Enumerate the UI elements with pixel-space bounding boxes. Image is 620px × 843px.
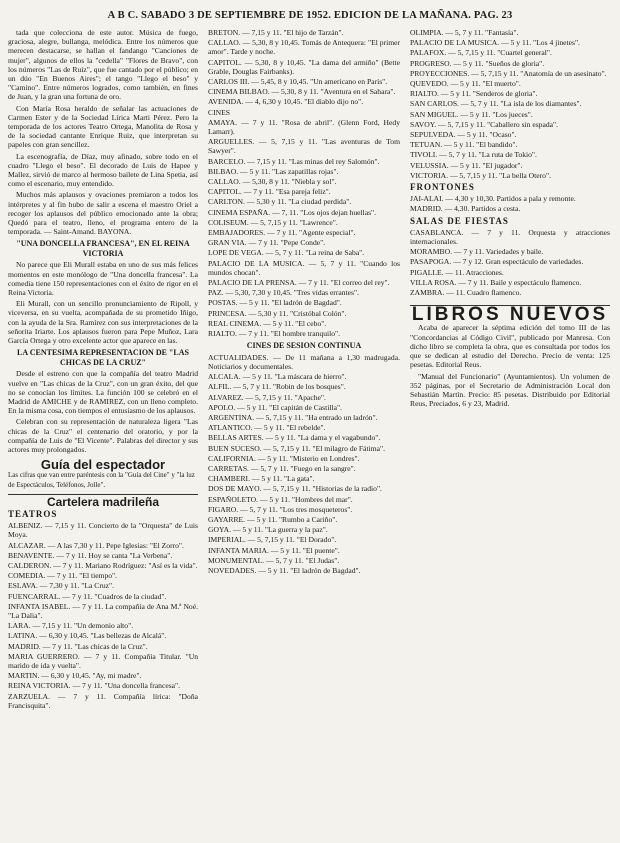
listing-entry: QUEVEDO. — 5 y 11. "El muerto".	[410, 79, 521, 89]
listing-entry: BRETON. — 7,15 y 11. "El hijo de Tarzán".	[208, 28, 344, 37]
listing-entry: BILBAO. — 5 y 11. "Las zapatillas rojas".	[208, 166, 339, 176]
listing-entry: ZARZUELA. — 7 y 11. Compañía lírica: "Doña Francisquita".	[8, 691, 198, 710]
article-heading: "UNA DONCELLA FRANCESA", EN EL REINA VICTORIA	[16, 239, 190, 258]
listing-entry: TETUAN. — 5 y 11. "El bandido".	[410, 140, 518, 150]
paragraph: Acaba de aparecer la séptima edición del tomo III de las "Concordancias al Código Civil", publicado por Manresa. Con dicho libro se completa la obra, que es consultada por todos los que se dedican al estudio del Derecho. Precio de venta: 125 pesetas. Editorial Reus.	[410, 323, 610, 370]
listing-entry: ALCALA. — 5 y 11. "La máscara de hierro".	[208, 372, 347, 382]
listing-sesion-continua	[208, 353, 400, 575]
paragraph: Con María Rosa heraldo de señalar las actuaciones de Carmen Ester y de la Sociedad Lírica Marti Pérez. Pero la temporada de los actores Teatro Ortega, Manolita de Rosa y de la sociedad cantante Enrique Ruiz, que interpretan su papeles con gran sencillez.	[8, 103, 198, 150]
listing-entry: MARTIN. — 6,30 y 10,45. "Ay, mi madre".	[8, 671, 142, 681]
listing-entry: POSTAS. — 5 y 11. "El ladrón de Bagdad".	[208, 298, 342, 308]
listing-entry: REINA VICTORIA. — 7 y 11. "Una doncella francesa".	[8, 681, 181, 691]
paragraph: "Manual del Funcionario" (Ayuntamientos). Un volumen de 352 páginas, por el Secretario de Administración Local don Sebastián Martín. Precio: 85 pesetas. Distribuido por Editorial Reus, Preciados, 6 y 23, Madrid.	[410, 371, 610, 409]
listing-entry: LARA. — 7,15 y 11. "Un demonio alto".	[8, 621, 134, 631]
listing-entry: APOLO. — 5 y 11. "El capitán de Castilla".	[208, 402, 342, 412]
listing-entry: CINES	[208, 107, 230, 117]
listing-entry: CAPITOL. — 5,30, 8 y 10,45. "La dama del armiño" (Bette Grable, Douglas Fairbanks).	[208, 57, 400, 76]
listing-entry: INFANTA ISABEL. — 7 y 11. La compañía de Ana M.ª Noé. "La Dalia".	[8, 601, 198, 620]
paragraph: Muchos más aplausos y ovaciones premiaron a todos los intérpretes y al fin hubo de salir a escena el maestro Oriel a recoger los aplausos del público emocionado ante la obra; Quedó para el teatro, lleno, el programa entero de la temporada. — Saint-Amand. BAYONA.	[8, 190, 198, 237]
listing-entry: REAL CINEMA. — 5 y 11. "El cebo".	[208, 318, 327, 328]
listing-teatros	[8, 521, 198, 710]
listing-frontones	[410, 194, 610, 213]
listing-entry: FUENCARRAL. — 7 y 11. "Cuadros de la ciudad".	[8, 591, 167, 601]
listing-entry: PRINCESA. — 5,30 y 11. "Cristóbal Colón".	[208, 308, 347, 318]
listing-entry: CALLAO. — 5,30, 8 y 11. "Niebla y sol".	[208, 177, 337, 187]
listing-entry: LOPE DE VEGA. — 5, 7 y 11. "La reina de Saba".	[208, 248, 365, 258]
listing-entry: COMEDIA. — 7 y 11. "El tiempo".	[8, 571, 118, 581]
listing-entry: MARIA GUERRERO. — 7 y 11. Compañía Titular. "Un marido de ida y vuelta".	[8, 651, 198, 670]
listing-entry: BENAVENTE. — 7 y 11. Hoy se canta "La Verbena".	[8, 550, 173, 560]
listing-entry: BARCELO. — 7,15 y 11. "Las minas del rey Salomón".	[208, 156, 380, 166]
listing-entry: ESPAÑOLETO. — 5 y 11. "Hombres del mar".	[208, 494, 353, 504]
listing-entry: BUEN SUCESO. — 5, 7,15 y 11. "El milagro de Fátima".	[208, 443, 385, 453]
listing-entry: NOVEDADES. — 5 y 11. "El ladrón de Bagdad".	[208, 566, 361, 576]
listing-entry: MADRID. — 7 y 11. "Las chicas de la Cruz".	[8, 641, 148, 651]
listing-entry: PALACIO DE LA PRENSA. — 7 y 11. "El correo del rey".	[208, 278, 390, 288]
listing-entry: ALVAREZ. — 5, 7,15 y 11. "Apache".	[208, 392, 326, 402]
listing-entry: CASABLANCA. — 7 y 11. Orquesta y atracciones internacionales.	[410, 227, 610, 247]
listing-entry: GRAN VIA. — 7 y 11. "Pepe Conde".	[208, 238, 326, 248]
listing-entry: PIGALLE. — 11. Atracciones.	[410, 267, 504, 277]
listing-entry: RIALTO. — 7 y 11. "El hombre tranquilo".	[208, 329, 341, 339]
listing-entry: MORAMBO. — 7 y 11. Variedades y baile.	[410, 247, 544, 257]
listing-entry: RIALTO. — 5 y 11. "Senderos de gloria".	[410, 89, 538, 99]
listing-entry: COLISEUM. — 5, 7,15 y 11. "Lawrence".	[208, 217, 338, 227]
listing-entry: VILLA ROSA. — 7 y 11. Baile y espectáculo flamenco.	[410, 277, 582, 287]
listing-entry: ESLAVA. — 7,30 y 11. "La Cruz".	[8, 581, 115, 591]
listing-entry: MADRID. — 4,30. Partidos a cesta.	[410, 204, 521, 214]
listing-entry: FIGARO. — 5, 7 y 11. "Los tres mosqueteros".	[208, 504, 353, 514]
listing-entry: PALACIO DE LA MUSICA. — 5 y 11. "Los 4 jinetes".	[410, 38, 580, 48]
listing-cines-continuation	[410, 28, 610, 180]
listing-entry: AMAYA. — 7 y 11. "Rosa de abril". (Glenn Ford, Hedy Lamarr).	[208, 117, 400, 137]
libros-nuevos-title: LIBROS NUEVOS	[411, 304, 609, 326]
listing-entry: INFANTA MARIA. — 5 y 11. "El puente".	[208, 545, 340, 555]
listing-entry: CINEMA BILBAO. — 5,30, 8 y 11. "Aventura en el Sahara".	[208, 87, 396, 97]
guide-title: Guía del espectador	[40, 457, 166, 473]
listing-entry: OLIMPIA. — 5, 7 y 11. "Fantasía".	[410, 28, 519, 37]
listing-entry: EMBAJADORES. — 7 y 11. "Agente especial".	[208, 228, 356, 238]
listing-entry: SAVOY. — 5, 7,15 y 11. "Caballero sin espada".	[410, 119, 559, 129]
listing-entry: ATLANTICO. — 5 y 11. "El rebelde".	[208, 423, 326, 433]
page-header: A B C. SABADO 3 DE SEPTIEMBRE DE 1952. EDICION DE LA MAÑANA. PAG. 23	[107, 10, 513, 21]
cartelera-title: Cartelera madrileña	[8, 494, 198, 507]
listing-entry: PROYECCIONES. — 5, 7,15 y 11. "Anatomía de un asesinato".	[410, 68, 607, 78]
listing-entry: ARGENTINA. — 5, 7,15 y 11. "Ha entrado un ladrón".	[208, 413, 378, 423]
listing-entry: DOS DE MAYO. — 5, 7,15 y 11. "Historias de la radio".	[208, 484, 382, 494]
listing-entry: CALLAO. — 5,30, 8 y 10,45. Tomás de Antequera: "El primer amor". Tarde y noche.	[208, 38, 400, 57]
listing-entry: SAN MIGUEL. — 5 y 11. "Los jueces".	[410, 109, 533, 119]
listing-entry: PASAPOGA. — 7 y 12. Gran espectáculo de variedades.	[410, 257, 584, 267]
paragraph: Desde el estreno con que la compañía del teatro Madrid vuelve en "Las chicas de la Cruz", con un gran éxito, del que no se conocían los límites. La función 100 se celebró en el Madrid de AMICHE y de RAMIREZ, con un lleno completo. En la misma cosa, con tiempos el entusiasmo de los aplausos.	[8, 369, 198, 416]
guide-note: Las cifras que van entre paréntesis con la "Guía del Cine" y "la luz de Espectáculos, Teléfonos, Jolle".	[8, 471, 195, 489]
paragraph: No parece que Eli Murall estaba en uno de sus más felices momentos en este monólogo de "Una doncella francesa". La comedia tiene 150 representaciones con el éxito de rigor en el Reina Victoria.	[8, 260, 198, 298]
listing-entry: TIVOLI. — 5, 7 y 11. "La ruta de Tokio".	[410, 150, 537, 160]
listing-entry: PALACIO DE LA MUSICA. — 5, 7 y 11. "Cuando los mundos chocan".	[208, 258, 400, 277]
section-salas-fiestas: SALAS DE FIESTAS	[410, 215, 509, 226]
listing-entry: CALDERON. — 7 y 11. Mariano Rodríguez: "Así es la vida".	[8, 560, 198, 570]
listing-entry: IMPERIAL. — 5, 7,15 y 11. "El Dorado".	[208, 535, 337, 545]
listing-entry: CARLOS III. — 5,45, 8 y 10,45. "Un americano en París".	[208, 77, 388, 87]
paragraph: Celebran con su representación de naturaleza ligera "Las chicas de la Cruz" el centenario del oratorio, y por la compañía de Luis de "El Vicente". Palabras del director y sus actores muy prolongados.	[8, 417, 198, 454]
listing-salas-fiestas	[410, 228, 610, 297]
listing-entry: CHAMBERI. — 5 y 11. "La gata".	[208, 474, 315, 484]
listing-entry: CARRETAS. — 5, 7 y 11. "Fuego en la sangre".	[208, 464, 356, 474]
section-teatros: TEATROS	[8, 508, 58, 519]
listing-entry: SAN CARLOS. — 5, 7 y 11. "La isla de los diamantes".	[410, 99, 582, 109]
listing-entry: GAYARRE. — 5 y 11. "Rumbo a Cariño".	[208, 515, 338, 525]
listing-entry: VICTORIA. — 5, 7,15 y 11. "La bella Otero".	[410, 170, 551, 180]
listing-entry: CINEMA ESPAÑA. — 7, 11. "Los ojos dejan huellas".	[208, 207, 377, 217]
article-heading: LA CENTESIMA REPRESENTACION DE "LAS CHICAS DE LA CRUZ"	[17, 348, 189, 367]
listing-entry: GOYA. — 5 y 11. "La guerra y la paz".	[208, 525, 328, 535]
listing-entry: VELUSSIA. — 5 y 11. "El jugador".	[410, 160, 523, 170]
listing-entry: MONUMENTAL. — 5, 7 y 11. "El Judas".	[208, 555, 340, 565]
paragraph: tada que colecciona de este autor. Música de fuego, graciosa, alegre, bullanga, melódica. Entre los números que merecen destacarse, se hallan el fandango "Canciones de mujer", algunos de ellos la "cedella" "Flores de Bravo", con los números "Las de Ruiz", que fue cantado por el público; en un dúo "En Buenos Aires"; el tango "Llego el beso" y "Camino". Entre números logrados, como también, en fines de Juan, y la gran una fortuna de oro.	[8, 28, 198, 102]
paragraph: Eli Murall, con un sencillo pronunciamiento de Ripoll, y viceversa, en su vuelta, acompañada de su prometido Iñigo, con la ayuda de la Sra. Ramírez con sus interpretaciones de la señorita Iriarte. Los aplausos fueron para Pepe Muñoz, Lara García Ortega y otro excelente actor que aparece en las.	[8, 299, 198, 346]
listing-entry: BELLAS ARTES. — 5 y 11. "La dama y el vagabundo".	[208, 433, 381, 443]
listing-entry: ALBENIZ. — 7,15 y 11. Concierto de la "Orquesta" de Luis Moya.	[8, 521, 198, 540]
listing-entry: AVENIDA. — 4, 6,30 y 10,45. "El diablo dijo no".	[208, 97, 364, 107]
listing-entry: ACTUALIDADES. — De 11 mañana a 1,30 madrugada. Noticiarios y documentales.	[208, 352, 400, 371]
column-3	[410, 28, 610, 410]
listing-entry: CALIFORNIA. — 5 y 11. "Misterio en Londres".	[208, 453, 360, 463]
column-2	[208, 28, 400, 576]
listing-entry: ALCAZAR. — A las 7,30 y 11. Pepe Iglesias: "El Zorro".	[8, 540, 184, 550]
listing-entry: SEPULVEDA. — 5 y 11. "Ocaso".	[410, 130, 517, 140]
listing-entry: ZAMBRA. — 11. Cuadro flamenco.	[410, 288, 522, 298]
listing-entry: PAZ. — 5,30, 7,30 y 10,45. "Tres vidas errantes".	[208, 288, 359, 298]
section-heading: CINES DE SESION CONTINUA	[246, 341, 362, 351]
listing-entry: PROGRESO. — 5 y 11. "Sueños de gloria".	[410, 58, 545, 68]
section-frontones: FRONTONES	[410, 182, 475, 193]
listing-entry: ALFIL. — 5, 7 y 11. "Robin de los bosques".	[208, 382, 346, 392]
column-1	[8, 28, 198, 711]
paragraph: La escenografía, de Díaz, muy afinado, sobre todo en el cuadro "Llego el beso". El decorado de Luis de Hapee y Mallez, sirvió de marco al hermoso bailete de Lina Spetia, así como el escenario, muy entendido.	[8, 151, 198, 189]
listing-entry: LATINA. — 6,30 y 10,45. "Las bellezas de Alcalá".	[8, 631, 167, 641]
listing-cines	[208, 28, 400, 338]
listing-entry: ARGUELLES. — 5, 7,15 y 11. "Las aventuras de Tom Sawyer".	[208, 137, 400, 156]
listing-entry: CARLTON. — 5,30 y 11. "La ciudad perdida".	[208, 197, 352, 207]
listing-entry: JAI-ALAI. — 4,30 y 10,30. Partidos a pala y remonte.	[410, 194, 576, 204]
listing-entry: PALAFOX. — 5, 7,15 y 11. "Cuartel general".	[410, 48, 552, 58]
listing-entry: CAPITOL. — 7 y 11. "Esa pareja feliz".	[208, 187, 331, 197]
